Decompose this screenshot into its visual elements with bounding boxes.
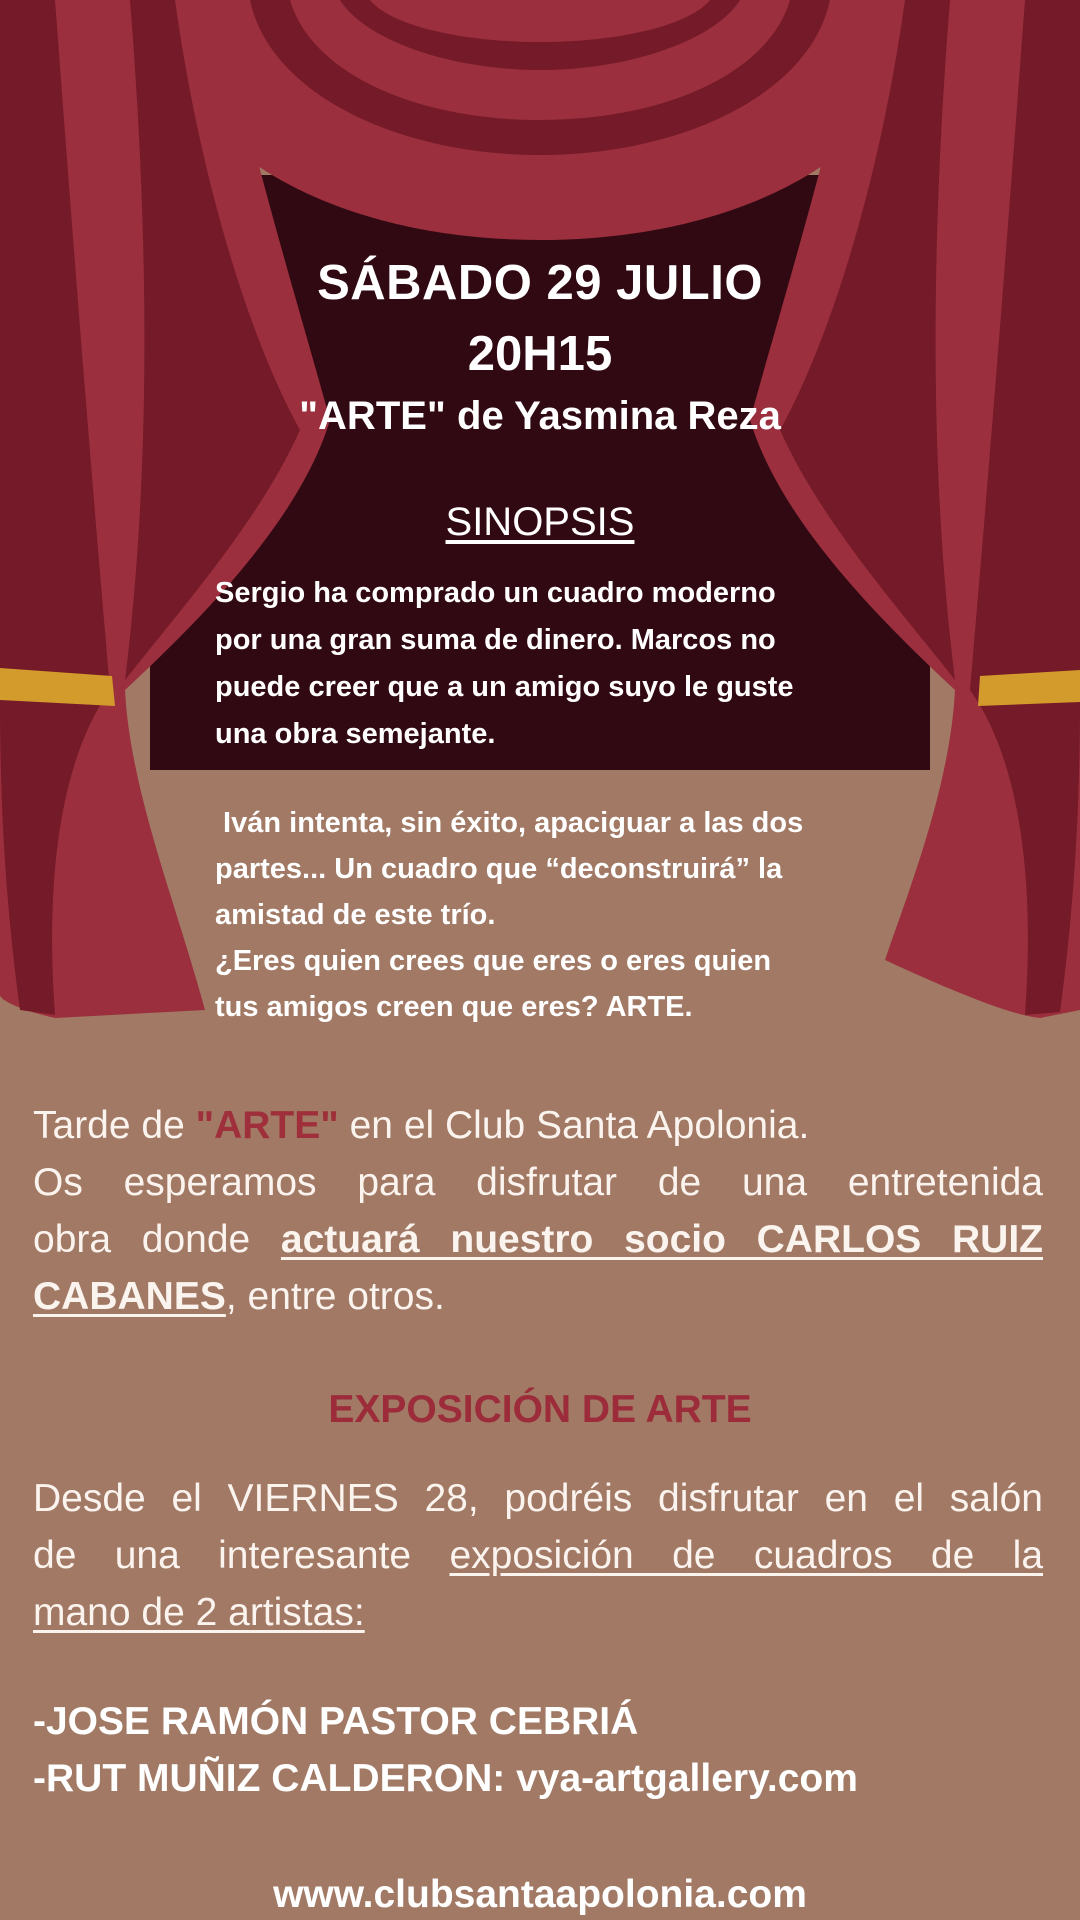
invitation-text: obra donde (33, 1218, 281, 1261)
exhibition-underlined-text: exposición de cuadros de la (449, 1534, 1044, 1577)
invitation-text: , entre otros. (225, 1275, 445, 1318)
synopsis-line: partes... Un cuadro que “deconstruirá” la (215, 853, 783, 885)
invitation-text: Tarde de (33, 1104, 196, 1147)
exhibition-heading: EXPOSICIÓN DE ARTE (328, 1388, 752, 1431)
synopsis-line: tus amigos creen que eres? ARTE. (215, 991, 693, 1023)
play-name-highlight: "ARTE" (195, 1104, 339, 1147)
club-website-link[interactable]: www.clubsantaapolonia.com (273, 1873, 807, 1916)
exhibition-description (33, 1470, 1043, 1641)
synopsis-line: una obra semejante. (215, 718, 496, 750)
synopsis-line: por una gran suma de dinero. Marcos no (215, 624, 776, 656)
synopsis-line: puede creer que a un amigo suyo le guste (215, 671, 794, 703)
member-actor-surname: CABANES (33, 1275, 226, 1318)
event-time: 20H15 (467, 327, 613, 381)
member-actor-mention: actuará nuestro socio CARLOS RUIZ (280, 1218, 1043, 1261)
club-invitation-text (33, 1097, 1043, 1325)
exhibition-line: Desde el VIERNES 28, podréis disfrutar en el salón (33, 1477, 1043, 1520)
invitation-line (33, 1097, 1043, 1154)
exhibition-line (33, 1584, 1043, 1641)
exhibition-underlined-text: mano de 2 artistas: (33, 1591, 365, 1634)
event-title: "ARTE" de Yasmina Reza (299, 394, 781, 438)
invitation-text: en el Club Santa Apolonia. (338, 1104, 810, 1147)
synopsis-line: Iván intenta, sin éxito, apaciguar a las dos (215, 807, 804, 839)
synopsis-line: ¿Eres quien crees que eres o eres quien (215, 945, 772, 977)
invitation-line: Os esperamos para disfrutar de una entretenida (33, 1161, 1043, 1204)
artist-name-with-website: -RUT MUÑIZ CALDERON: vya-artgallery.com (33, 1757, 858, 1800)
synopsis-heading: SINOPSIS (445, 500, 635, 544)
invitation-line (33, 1211, 1043, 1268)
exhibition-line (33, 1527, 1043, 1584)
synopsis-paragraph-2 (215, 800, 915, 1030)
synopsis-line: amistad de este trío. (215, 899, 496, 931)
synopsis-line: Sergio ha comprado un cuadro moderno (215, 577, 776, 609)
synopsis-paragraph-1 (215, 570, 915, 758)
exhibition-text: de una interesante (33, 1534, 450, 1577)
invitation-line (33, 1268, 1043, 1325)
event-date: SÁBADO 29 JULIO (317, 256, 763, 310)
artist-name: -JOSE RAMÓN PASTOR CEBRIÁ (33, 1700, 639, 1743)
